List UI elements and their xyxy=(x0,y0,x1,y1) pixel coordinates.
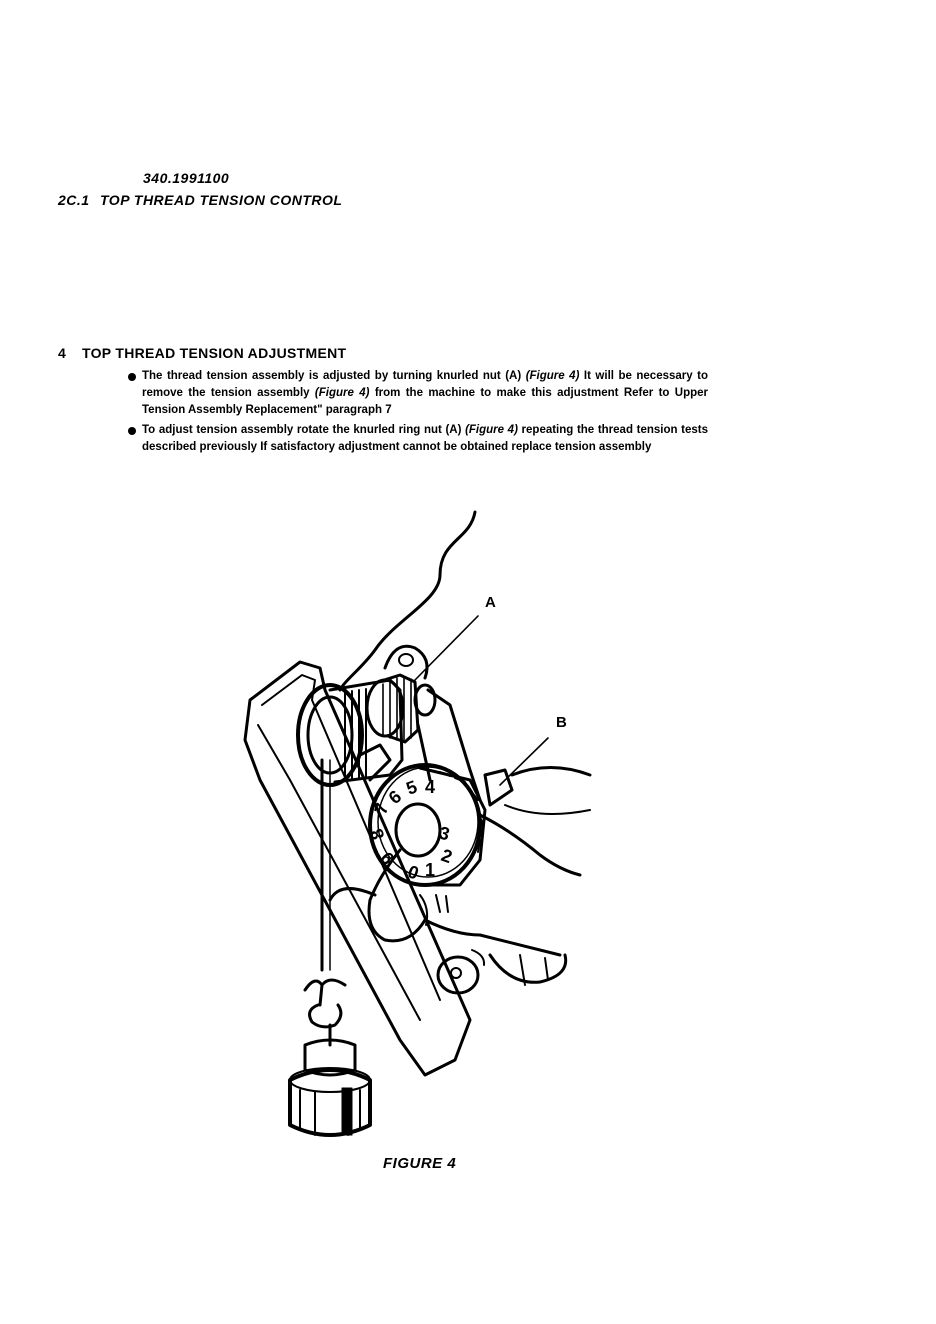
svg-text:4: 4 xyxy=(425,777,436,797)
section-number: 2C.1 xyxy=(58,192,90,208)
svg-text:0: 0 xyxy=(405,860,422,884)
document-number: 340.1991100 xyxy=(143,170,230,186)
section-header xyxy=(58,192,342,208)
svg-text:9: 9 xyxy=(376,847,399,869)
instruction-item xyxy=(128,422,708,456)
bullet-icon xyxy=(128,373,136,381)
subsection-title: TOP THREAD TENSION ADJUSTMENT xyxy=(82,345,347,361)
instruction-text: from the machine to make this adjustment Refer to Upper Tension Assembly Replacement" paragraph 7 xyxy=(142,387,709,416)
instruction-item xyxy=(128,368,708,419)
svg-text:5: 5 xyxy=(403,776,420,799)
svg-text:2: 2 xyxy=(438,844,455,868)
svg-text:7: 7 xyxy=(370,800,393,817)
tension-assembly-illustration xyxy=(200,505,620,1145)
callout-label-a: A xyxy=(485,594,496,611)
subsection-number: 4 xyxy=(58,345,67,361)
figure-caption: FIGURE 4 xyxy=(383,1155,457,1172)
bullet-icon xyxy=(128,427,136,435)
instruction-text: It will be necessary to remove the tension assembly xyxy=(142,370,709,399)
callout-label-b: B xyxy=(556,714,567,731)
svg-text:3: 3 xyxy=(436,822,452,845)
svg-text:8: 8 xyxy=(366,826,389,843)
figure-reference: (Figure 4) xyxy=(525,370,580,382)
instruction-text: repeating the thread tension tests described previously If satisfactory adjustment cannot be obtained replace tension assembly xyxy=(142,424,708,453)
figure-reference: (Figure 4) xyxy=(465,424,518,436)
instruction-text: To adjust tension assembly rotate the knurled ring nut (A) xyxy=(142,424,466,436)
instruction-list xyxy=(128,368,708,459)
instruction-text: The thread tension assembly is adjusted by turning knurled nut (A) xyxy=(142,370,526,382)
svg-text:1: 1 xyxy=(425,860,436,880)
section-title: TOP THREAD TENSION CONTROL xyxy=(100,192,343,208)
svg-text:6: 6 xyxy=(384,786,406,809)
subsection-header xyxy=(58,345,346,361)
figure-reference: (Figure 4) xyxy=(314,387,370,399)
